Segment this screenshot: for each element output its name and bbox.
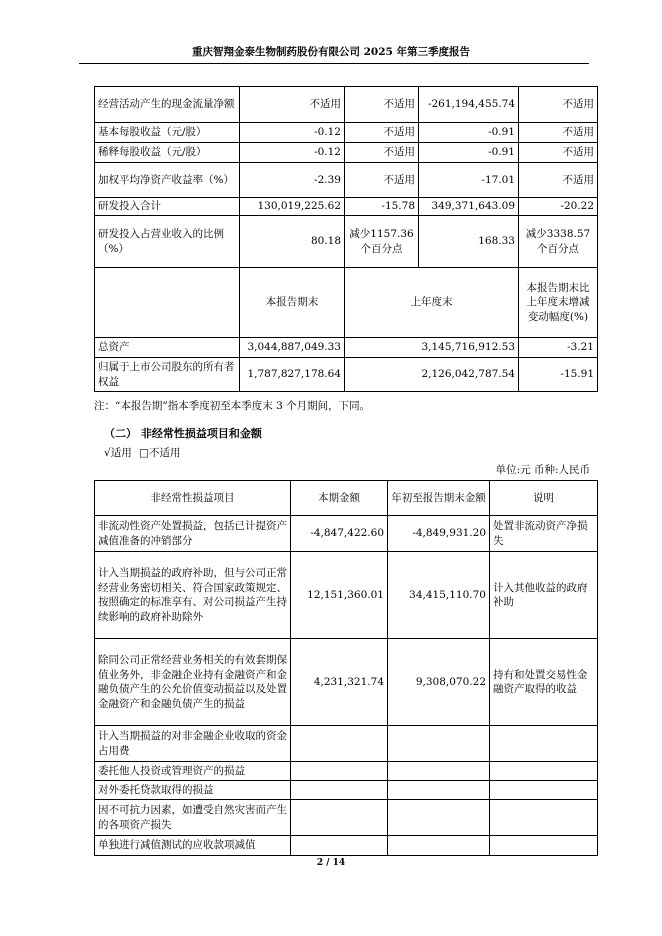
cell-value	[388, 800, 490, 836]
cell-value: 168.33	[419, 216, 519, 268]
cell-value: 减少3338.57个百分点	[519, 216, 598, 268]
cell-value: -0.12	[240, 143, 345, 163]
cell-value: 80.18	[240, 216, 345, 268]
cell-value: 不适用	[345, 163, 419, 198]
cell-value	[291, 800, 388, 836]
table-subheader-row	[95, 268, 598, 338]
cell-value: 不适用	[519, 87, 598, 123]
cell-note	[490, 836, 598, 856]
cell-value: -0.91	[419, 143, 519, 163]
cell-value: 不适用	[345, 123, 419, 143]
row-label: 对外委托贷款取得的损益	[95, 781, 291, 800]
section-title: （二） 非经常性损益项目和金额	[104, 427, 262, 440]
cell-value: -4,847,422.60	[291, 516, 388, 552]
table-row	[95, 358, 598, 392]
cell-value: 减少1157.36个百分点	[345, 216, 419, 268]
row-label: 委托他人投资或管理资产的损益	[95, 762, 291, 781]
applicable-label: 适用	[110, 447, 132, 459]
cell-value	[291, 762, 388, 781]
row-label: 经营活动产生的现金流量净额	[95, 87, 240, 123]
table-row	[95, 639, 598, 726]
row-label: 除同公司正常经营业务相关的有效套期保值业务外，非金融企业持有金融资产和金融负债产生的公允价值变动损益以及处置金融资产和金融负债产生的损益	[95, 639, 291, 726]
cell-value: 3,044,887,049.33	[240, 338, 345, 358]
page-number: 2 / 14	[316, 858, 346, 868]
column-header: 上年度末	[345, 268, 519, 338]
cell-note: 处置非流动资产净损失	[490, 516, 598, 552]
column-header: 本报告期末比上年度末增减变动幅度(%)	[519, 268, 598, 338]
cell-value: 2,126,042,787.54	[345, 358, 519, 392]
cell-value: 不适用	[519, 163, 598, 198]
non-recurring-items-table	[94, 480, 598, 856]
cell-value: 不适用	[345, 87, 419, 123]
cell-value: -15.91	[519, 358, 598, 392]
table-row	[95, 338, 598, 358]
cell-note: 持有和处置交易性金融资产取得的收益	[490, 639, 598, 726]
applicability-options	[104, 445, 180, 460]
cell-value	[388, 726, 490, 762]
financial-indicators-table	[94, 86, 598, 392]
cell-value: -15.78	[345, 198, 419, 216]
cell-value: 12,151,360.01	[291, 552, 388, 639]
cell-value: 349,371,643.09	[419, 198, 519, 216]
cell-note	[490, 726, 598, 762]
cell-value: -0.91	[419, 123, 519, 143]
table-row	[95, 198, 598, 216]
empty-cell	[95, 268, 240, 338]
cell-value	[388, 836, 490, 856]
cell-note	[490, 762, 598, 781]
table-row	[95, 216, 598, 268]
table-row	[95, 87, 598, 123]
cell-value: 不适用	[345, 143, 419, 163]
checked-mark-icon: √	[104, 447, 111, 459]
row-label: 总资产	[95, 338, 240, 358]
table-row	[95, 836, 598, 856]
cell-value: -17.01	[419, 163, 519, 198]
row-label: 基本每股收益（元/股）	[95, 123, 240, 143]
cell-value: 3,145,716,912.53	[345, 338, 519, 358]
unit-currency-line: 单位:元 币种:人民币	[495, 464, 590, 476]
checkbox-icon: □	[139, 447, 149, 459]
table-note: 注：“本报告期”指本季度初至本季度末 3 个月期间，下同。	[94, 400, 371, 412]
cell-value: -261,194,455.74	[419, 87, 519, 123]
column-header: 本报告期末	[240, 268, 345, 338]
cell-value: 130,019,225.62	[240, 198, 345, 216]
table-row	[95, 143, 598, 163]
column-header: 本期金额	[291, 481, 388, 516]
row-label: 计入当期损益的政府补助，但与公司正常经营业务密切相关、符合国家政策规定、按照确定的标准享有、对公司损益产生持续影响的政府补助除外	[95, 552, 291, 639]
table-row	[95, 762, 598, 781]
row-label: 归属于上市公司股东的所有者权益	[95, 358, 240, 392]
cell-note	[490, 781, 598, 800]
cell-value: 不适用	[240, 87, 345, 123]
cell-value: 1,787,827,178.64	[240, 358, 345, 392]
table-row	[95, 163, 598, 198]
row-label: 因不可抗力因素，如遭受自然灾害而产生的各项资产损失	[95, 800, 291, 836]
table-row	[95, 800, 598, 836]
table-row	[95, 726, 598, 762]
row-label: 研发投入合计	[95, 198, 240, 216]
cell-value: -2.39	[240, 163, 345, 198]
cell-value: 34,415,110.70	[388, 552, 490, 639]
row-label: 加权平均净资产收益率（%）	[95, 163, 240, 198]
cell-value: 9,308,070.22	[388, 639, 490, 726]
row-label: 研发投入占营业收入的比例（%）	[95, 216, 240, 268]
cell-value: -20.22	[519, 198, 598, 216]
column-header: 说明	[490, 481, 598, 516]
cell-value	[291, 726, 388, 762]
cell-value: 4,231,321.74	[291, 639, 388, 726]
cell-value: -0.12	[240, 123, 345, 143]
cell-value	[291, 781, 388, 800]
table-row	[95, 123, 598, 143]
page-header: 重庆智翔金泰生物制药股份有限公司 2025 年第三季度报告	[191, 46, 471, 58]
table-row	[95, 552, 598, 639]
row-label: 非流动性资产处置损益，包括已计提资产减值准备的冲销部分	[95, 516, 291, 552]
cell-value: 不适用	[519, 143, 598, 163]
cell-note	[490, 800, 598, 836]
cell-value: 不适用	[519, 123, 598, 143]
cell-value	[291, 836, 388, 856]
cell-value	[388, 781, 490, 800]
column-header: 年初至报告期末金额	[388, 481, 490, 516]
row-label: 稀释每股收益（元/股）	[95, 143, 240, 163]
header-rule	[79, 63, 589, 64]
cell-value: -4,849,931.20	[388, 516, 490, 552]
table-row	[95, 781, 598, 800]
cell-value: -3.21	[519, 338, 598, 358]
column-header: 非经常性损益项目	[95, 481, 291, 516]
row-label: 单独进行减值测试的应收款项减值	[95, 836, 291, 856]
table-header-row	[95, 481, 598, 516]
table-row	[95, 516, 598, 552]
not-applicable-label: 不适用	[148, 447, 181, 459]
cell-note: 计入其他收益的政府补助	[490, 552, 598, 639]
cell-value	[388, 762, 490, 781]
row-label: 计入当期损益的对非金融企业收取的资金占用费	[95, 726, 291, 762]
